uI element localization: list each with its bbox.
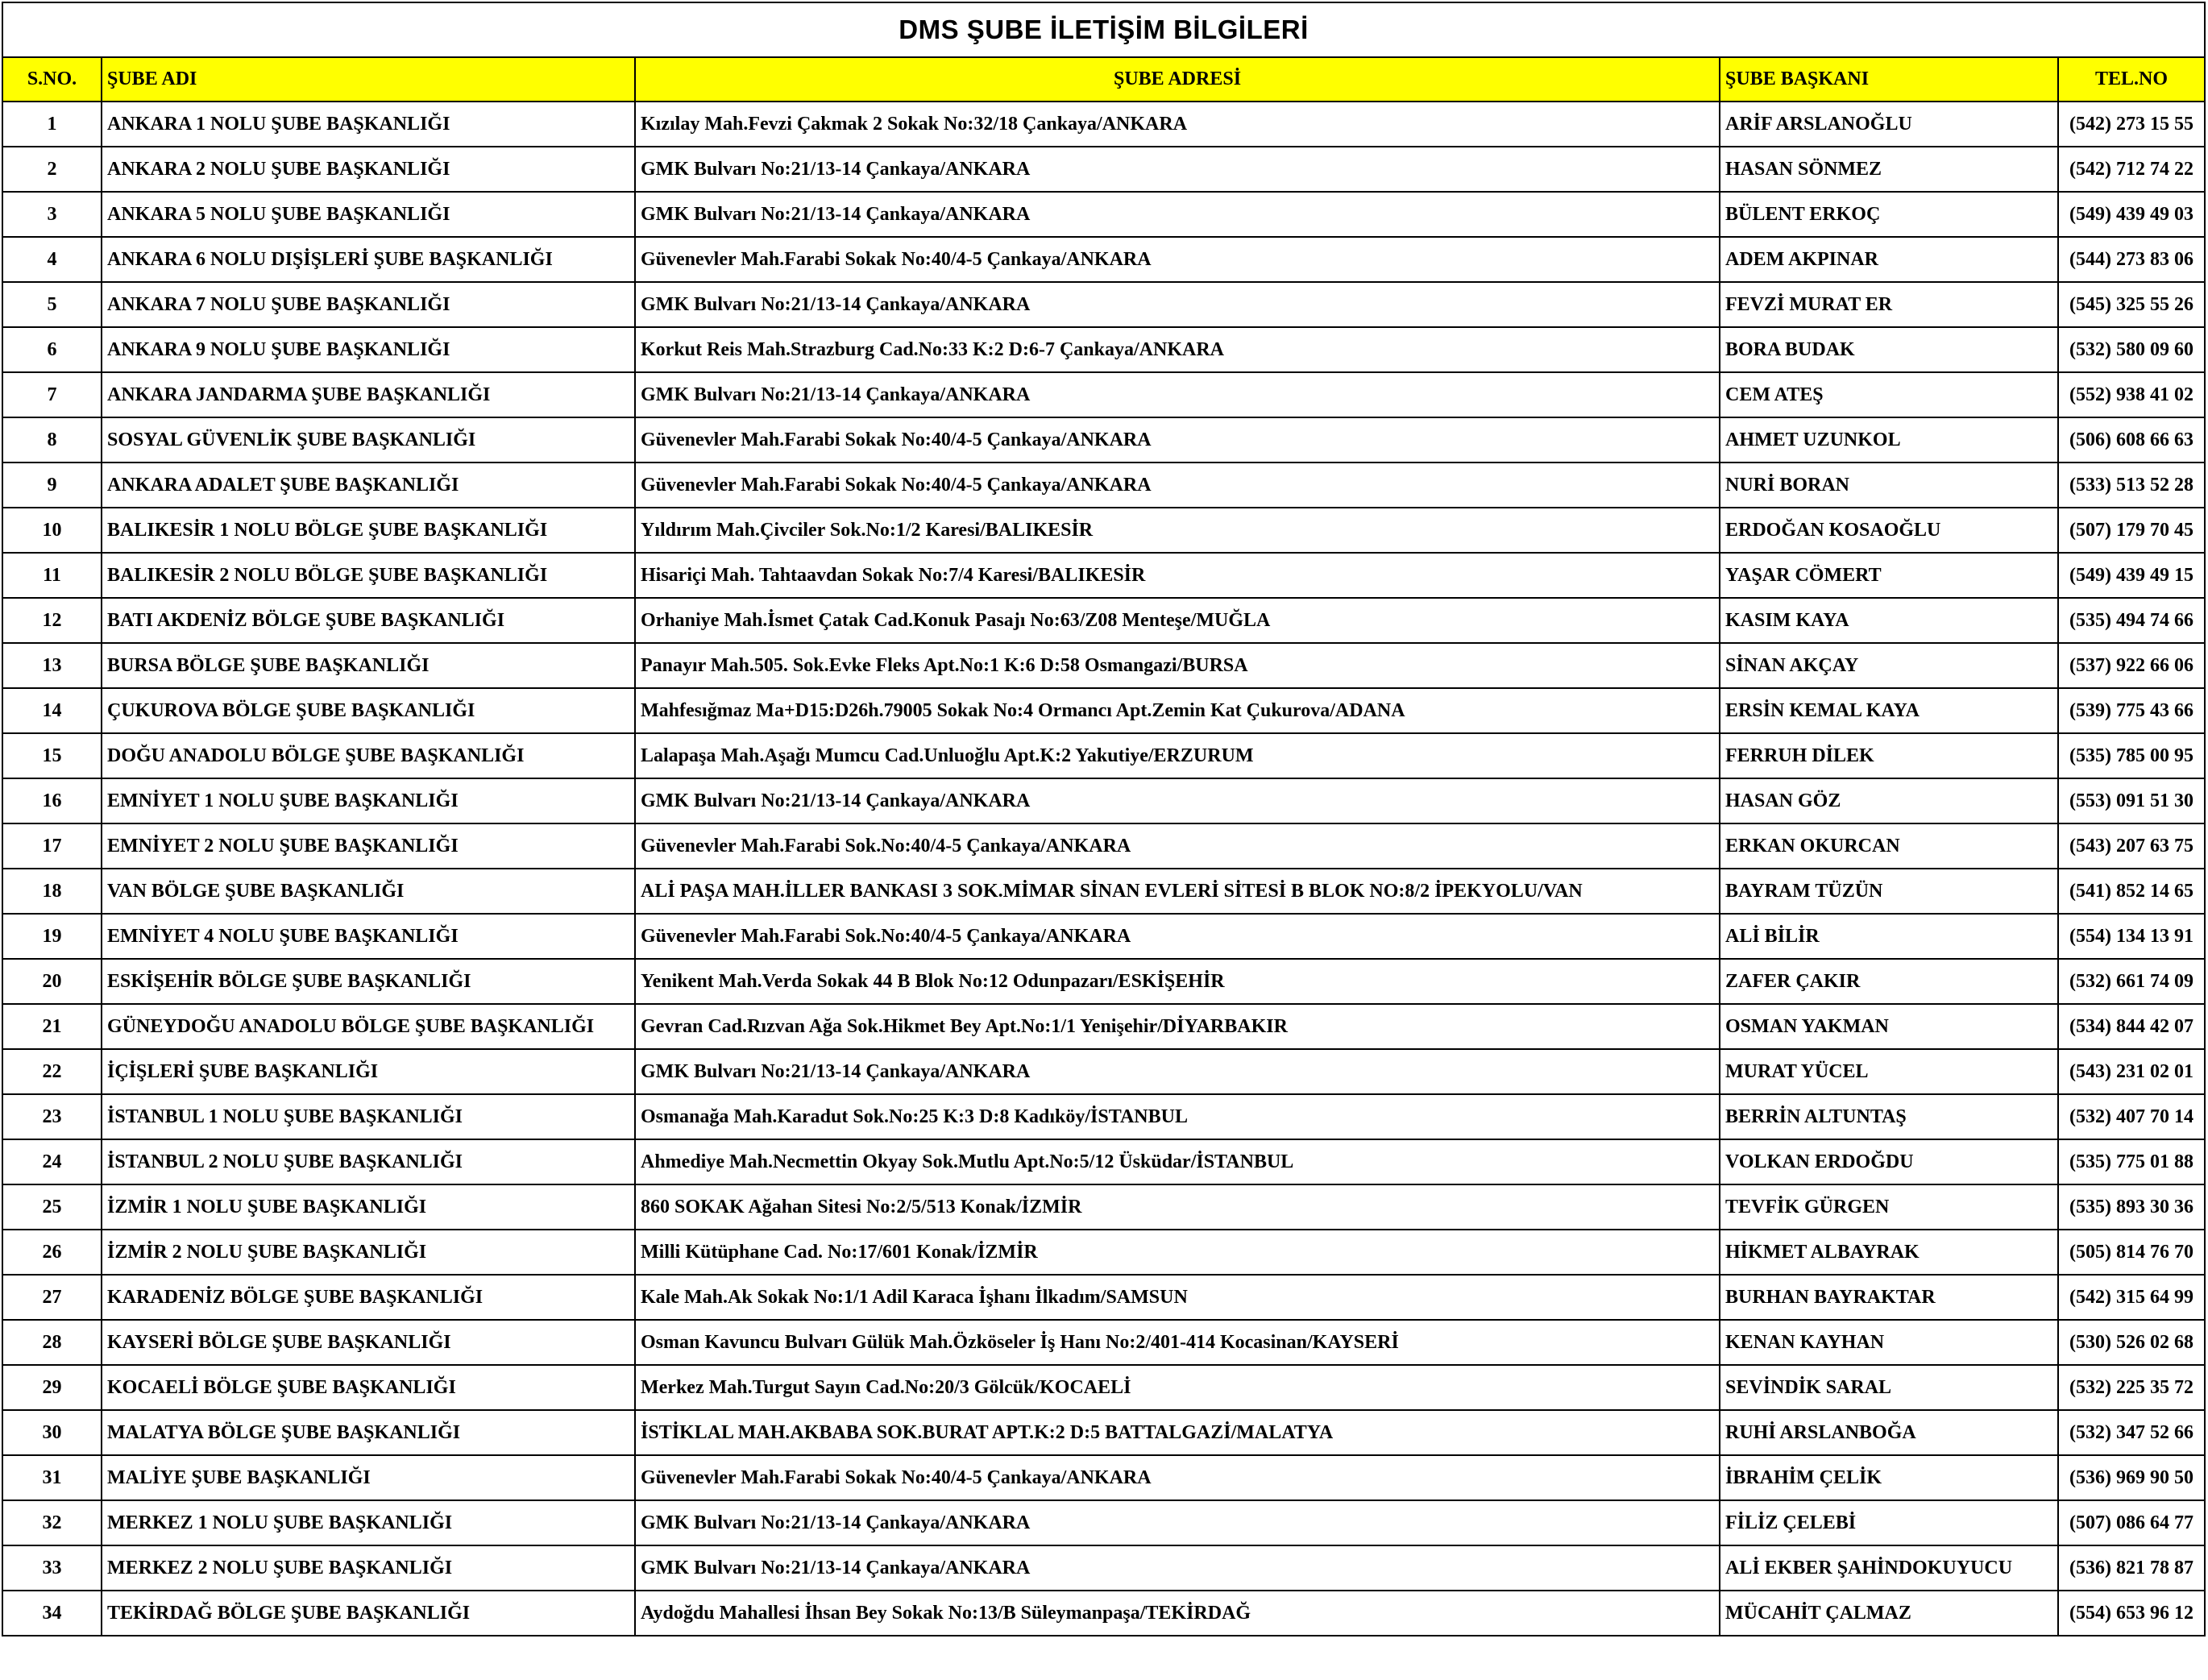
cell-phone: (532) 580 09 60 bbox=[2058, 327, 2205, 372]
cell-branch-address: ALİ PAŞA MAH.İLLER BANKASI 3 SOK.MİMAR SİNAN EVLERİ SİTESİ B BLOK NO:8/2 İPEKYOLU/VAN bbox=[635, 869, 1720, 914]
cell-branch-name: ANKARA 9 NOLU ŞUBE BAŞKANLIĞI bbox=[102, 327, 635, 372]
cell-sno: 28 bbox=[2, 1320, 102, 1365]
cell-branch-address: Lalapaşa Mah.Aşağı Mumcu Cad.Unluoğlu Apt.K:2 Yakutiye/ERZURUM bbox=[635, 733, 1720, 778]
cell-branch-address: Milli Kütüphane Cad. No:17/601 Konak/İZMİR bbox=[635, 1230, 1720, 1275]
table-row bbox=[2, 1545, 2205, 1591]
table-row bbox=[2, 508, 2205, 553]
cell-phone: (549) 439 49 03 bbox=[2058, 192, 2205, 237]
col-header-sno: S.NO. bbox=[2, 57, 102, 102]
cell-sno: 14 bbox=[2, 688, 102, 733]
header-row bbox=[2, 57, 2205, 102]
cell-branch-address: Aydoğdu Mahallesi İhsan Bey Sokak No:13/B Süleymanpaşa/TEKİRDAĞ bbox=[635, 1591, 1720, 1636]
table-row bbox=[2, 147, 2205, 192]
cell-branch-head: SİNAN AKÇAY bbox=[1720, 643, 2058, 688]
cell-sno: 24 bbox=[2, 1139, 102, 1184]
cell-branch-name: SOSYAL GÜVENLİK ŞUBE BAŞKANLIĞI bbox=[102, 417, 635, 463]
cell-branch-address: GMK Bulvarı No:21/13-14 Çankaya/ANKARA bbox=[635, 1500, 1720, 1545]
cell-branch-name: ANKARA 7 NOLU ŞUBE BAŞKANLIĞI bbox=[102, 282, 635, 327]
cell-branch-address: Kızılay Mah.Fevzi Çakmak 2 Sokak No:32/18 Çankaya/ANKARA bbox=[635, 102, 1720, 147]
table-row bbox=[2, 102, 2205, 147]
cell-branch-name: KARADENİZ BÖLGE ŞUBE BAŞKANLIĞI bbox=[102, 1275, 635, 1320]
table-row bbox=[2, 1139, 2205, 1184]
cell-sno: 15 bbox=[2, 733, 102, 778]
cell-phone: (506) 608 66 63 bbox=[2058, 417, 2205, 463]
cell-phone: (553) 091 51 30 bbox=[2058, 778, 2205, 823]
cell-branch-name: ÇUKUROVA BÖLGE ŞUBE BAŞKANLIĞI bbox=[102, 688, 635, 733]
cell-branch-name: İSTANBUL 1 NOLU ŞUBE BAŞKANLIĞI bbox=[102, 1094, 635, 1139]
cell-branch-head: FEVZİ MURAT ER bbox=[1720, 282, 2058, 327]
cell-branch-address: İSTİKLAL MAH.AKBABA SOK.BURAT APT.K:2 D:5 BATTALGAZİ/MALATYA bbox=[635, 1410, 1720, 1455]
cell-sno: 25 bbox=[2, 1184, 102, 1230]
cell-branch-name: MALATYA BÖLGE ŞUBE BAŞKANLIĞI bbox=[102, 1410, 635, 1455]
cell-phone: (543) 231 02 01 bbox=[2058, 1049, 2205, 1094]
cell-branch-address: Yıldırım Mah.Çivciler Sok.No:1/2 Karesi/BALIKESİR bbox=[635, 508, 1720, 553]
cell-branch-address: Güvenevler Mah.Farabi Sokak No:40/4-5 Çankaya/ANKARA bbox=[635, 417, 1720, 463]
cell-branch-name: ANKARA ADALET ŞUBE BAŞKANLIĞI bbox=[102, 463, 635, 508]
cell-sno: 10 bbox=[2, 508, 102, 553]
cell-branch-head: BÜLENT ERKOÇ bbox=[1720, 192, 2058, 237]
cell-phone: (545) 325 55 26 bbox=[2058, 282, 2205, 327]
cell-phone: (507) 086 64 77 bbox=[2058, 1500, 2205, 1545]
cell-phone: (539) 775 43 66 bbox=[2058, 688, 2205, 733]
cell-sno: 19 bbox=[2, 914, 102, 959]
cell-branch-name: İZMİR 2 NOLU ŞUBE BAŞKANLIĞI bbox=[102, 1230, 635, 1275]
cell-branch-head: ALİ BİLİR bbox=[1720, 914, 2058, 959]
cell-branch-name: BALIKESİR 1 NOLU BÖLGE ŞUBE BAŞKANLIĞI bbox=[102, 508, 635, 553]
cell-branch-address: Korkut Reis Mah.Strazburg Cad.No:33 K:2 D:6-7 Çankaya/ANKARA bbox=[635, 327, 1720, 372]
cell-phone: (554) 653 96 12 bbox=[2058, 1591, 2205, 1636]
cell-phone: (533) 513 52 28 bbox=[2058, 463, 2205, 508]
table-row bbox=[2, 1320, 2205, 1365]
table-row bbox=[2, 237, 2205, 282]
table-row bbox=[2, 823, 2205, 869]
table-row bbox=[2, 598, 2205, 643]
table-row bbox=[2, 553, 2205, 598]
col-header-address: ŞUBE ADRESİ bbox=[635, 57, 1720, 102]
cell-sno: 4 bbox=[2, 237, 102, 282]
cell-branch-address: GMK Bulvarı No:21/13-14 Çankaya/ANKARA bbox=[635, 372, 1720, 417]
cell-branch-name: EMNİYET 1 NOLU ŞUBE BAŞKANLIĞI bbox=[102, 778, 635, 823]
cell-sno: 33 bbox=[2, 1545, 102, 1591]
cell-branch-head: ADEM AKPINAR bbox=[1720, 237, 2058, 282]
cell-phone: (532) 225 35 72 bbox=[2058, 1365, 2205, 1410]
title-row bbox=[2, 2, 2205, 57]
cell-branch-address: Orhaniye Mah.İsmet Çatak Cad.Konuk Pasajı No:63/Z08 Menteşe/MUĞLA bbox=[635, 598, 1720, 643]
cell-branch-address: GMK Bulvarı No:21/13-14 Çankaya/ANKARA bbox=[635, 1545, 1720, 1591]
cell-sno: 6 bbox=[2, 327, 102, 372]
table-row bbox=[2, 372, 2205, 417]
cell-sno: 18 bbox=[2, 869, 102, 914]
cell-branch-head: BORA BUDAK bbox=[1720, 327, 2058, 372]
cell-branch-head: HASAN SÖNMEZ bbox=[1720, 147, 2058, 192]
cell-branch-name: BATI AKDENİZ BÖLGE ŞUBE BAŞKANLIĞI bbox=[102, 598, 635, 643]
cell-branch-address: Ahmediye Mah.Necmettin Okyay Sok.Mutlu Apt.No:5/12 Üsküdar/İSTANBUL bbox=[635, 1139, 1720, 1184]
cell-branch-address: Güvenevler Mah.Farabi Sok.No:40/4-5 Çankaya/ANKARA bbox=[635, 823, 1720, 869]
cell-phone: (541) 852 14 65 bbox=[2058, 869, 2205, 914]
cell-sno: 32 bbox=[2, 1500, 102, 1545]
table-row bbox=[2, 1275, 2205, 1320]
cell-branch-head: İBRAHİM ÇELİK bbox=[1720, 1455, 2058, 1500]
page-title: DMS ŞUBE İLETİŞİM BİLGİLERİ bbox=[2, 2, 2205, 57]
cell-branch-address: Güvenevler Mah.Farabi Sok.No:40/4-5 Çankaya/ANKARA bbox=[635, 914, 1720, 959]
table-row bbox=[2, 192, 2205, 237]
cell-phone: (535) 494 74 66 bbox=[2058, 598, 2205, 643]
cell-sno: 11 bbox=[2, 553, 102, 598]
table-row bbox=[2, 1004, 2205, 1049]
cell-phone: (532) 347 52 66 bbox=[2058, 1410, 2205, 1455]
cell-phone: (535) 785 00 95 bbox=[2058, 733, 2205, 778]
cell-branch-head: HİKMET ALBAYRAK bbox=[1720, 1230, 2058, 1275]
cell-sno: 26 bbox=[2, 1230, 102, 1275]
cell-sno: 29 bbox=[2, 1365, 102, 1410]
cell-phone: (544) 273 83 06 bbox=[2058, 237, 2205, 282]
cell-branch-name: VAN BÖLGE ŞUBE BAŞKANLIĞI bbox=[102, 869, 635, 914]
cell-sno: 2 bbox=[2, 147, 102, 192]
cell-branch-head: MÜCAHİT ÇALMAZ bbox=[1720, 1591, 2058, 1636]
cell-branch-name: TEKİRDAĞ BÖLGE ŞUBE BAŞKANLIĞI bbox=[102, 1591, 635, 1636]
cell-branch-head: CEM ATEŞ bbox=[1720, 372, 2058, 417]
cell-branch-head: TEVFİK GÜRGEN bbox=[1720, 1184, 2058, 1230]
cell-branch-address: GMK Bulvarı No:21/13-14 Çankaya/ANKARA bbox=[635, 778, 1720, 823]
table-row bbox=[2, 417, 2205, 463]
cell-branch-head: OSMAN YAKMAN bbox=[1720, 1004, 2058, 1049]
cell-sno: 17 bbox=[2, 823, 102, 869]
cell-sno: 22 bbox=[2, 1049, 102, 1094]
cell-branch-name: MERKEZ 1 NOLU ŞUBE BAŞKANLIĞI bbox=[102, 1500, 635, 1545]
cell-branch-head: NURİ BORAN bbox=[1720, 463, 2058, 508]
cell-branch-name: DOĞU ANADOLU BÖLGE ŞUBE BAŞKANLIĞI bbox=[102, 733, 635, 778]
cell-branch-head: FERRUH DİLEK bbox=[1720, 733, 2058, 778]
table-row bbox=[2, 282, 2205, 327]
cell-branch-head: YAŞAR CÖMERT bbox=[1720, 553, 2058, 598]
table-row bbox=[2, 1455, 2205, 1500]
cell-sno: 13 bbox=[2, 643, 102, 688]
table-row bbox=[2, 327, 2205, 372]
table-row bbox=[2, 1500, 2205, 1545]
cell-branch-address: Hisariçi Mah. Tahtaavdan Sokak No:7/4 Karesi/BALIKESİR bbox=[635, 553, 1720, 598]
cell-branch-address: GMK Bulvarı No:21/13-14 Çankaya/ANKARA bbox=[635, 1049, 1720, 1094]
cell-branch-address: Gevran Cad.Rızvan Ağa Sok.Hikmet Bey Apt.No:1/1 Yenişehir/DİYARBAKIR bbox=[635, 1004, 1720, 1049]
cell-phone: (532) 661 74 09 bbox=[2058, 959, 2205, 1004]
table-row bbox=[2, 1365, 2205, 1410]
cell-branch-address: Kale Mah.Ak Sokak No:1/1 Adil Karaca İşhanı İlkadım/SAMSUN bbox=[635, 1275, 1720, 1320]
cell-sno: 5 bbox=[2, 282, 102, 327]
cell-phone: (542) 273 15 55 bbox=[2058, 102, 2205, 147]
cell-branch-address: GMK Bulvarı No:21/13-14 Çankaya/ANKARA bbox=[635, 192, 1720, 237]
cell-branch-head: ZAFER ÇAKIR bbox=[1720, 959, 2058, 1004]
cell-branch-name: ANKARA 1 NOLU ŞUBE BAŞKANLIĞI bbox=[102, 102, 635, 147]
cell-branch-name: MERKEZ 2 NOLU ŞUBE BAŞKANLIĞI bbox=[102, 1545, 635, 1591]
cell-sno: 1 bbox=[2, 102, 102, 147]
cell-branch-name: MALİYE ŞUBE BAŞKANLIĞI bbox=[102, 1455, 635, 1500]
cell-branch-name: EMNİYET 4 NOLU ŞUBE BAŞKANLIĞI bbox=[102, 914, 635, 959]
cell-phone: (542) 315 64 99 bbox=[2058, 1275, 2205, 1320]
cell-phone: (507) 179 70 45 bbox=[2058, 508, 2205, 553]
cell-sno: 20 bbox=[2, 959, 102, 1004]
cell-branch-name: İSTANBUL 2 NOLU ŞUBE BAŞKANLIĞI bbox=[102, 1139, 635, 1184]
table-row bbox=[2, 1410, 2205, 1455]
table-row bbox=[2, 733, 2205, 778]
cell-branch-name: KOCAELİ BÖLGE ŞUBE BAŞKANLIĞI bbox=[102, 1365, 635, 1410]
cell-branch-head: RUHİ ARSLANBOĞA bbox=[1720, 1410, 2058, 1455]
cell-sno: 30 bbox=[2, 1410, 102, 1455]
cell-branch-name: ESKİŞEHİR BÖLGE ŞUBE BAŞKANLIĞI bbox=[102, 959, 635, 1004]
cell-phone: (534) 844 42 07 bbox=[2058, 1004, 2205, 1049]
cell-branch-head: SEVİNDİK SARAL bbox=[1720, 1365, 2058, 1410]
cell-branch-head: ARİF ARSLANOĞLU bbox=[1720, 102, 2058, 147]
table-row bbox=[2, 959, 2205, 1004]
table-row bbox=[2, 643, 2205, 688]
cell-branch-address: GMK Bulvarı No:21/13-14 Çankaya/ANKARA bbox=[635, 282, 1720, 327]
cell-phone: (542) 712 74 22 bbox=[2058, 147, 2205, 192]
table-row bbox=[2, 778, 2205, 823]
cell-branch-address: GMK Bulvarı No:21/13-14 Çankaya/ANKARA bbox=[635, 147, 1720, 192]
cell-branch-head: VOLKAN ERDOĞDU bbox=[1720, 1139, 2058, 1184]
cell-phone: (536) 969 90 50 bbox=[2058, 1455, 2205, 1500]
cell-sno: 9 bbox=[2, 463, 102, 508]
cell-branch-address: 860 SOKAK Ağahan Sitesi No:2/5/513 Konak/İZMİR bbox=[635, 1184, 1720, 1230]
cell-branch-name: ANKARA 5 NOLU ŞUBE BAŞKANLIĞI bbox=[102, 192, 635, 237]
cell-phone: (537) 922 66 06 bbox=[2058, 643, 2205, 688]
cell-sno: 12 bbox=[2, 598, 102, 643]
cell-branch-address: Osmanağa Mah.Karadut Sok.No:25 K:3 D:8 Kadıköy/İSTANBUL bbox=[635, 1094, 1720, 1139]
cell-branch-head: BERRİN ALTUNTAŞ bbox=[1720, 1094, 2058, 1139]
cell-branch-name: ANKARA 2 NOLU ŞUBE BAŞKANLIĞI bbox=[102, 147, 635, 192]
cell-branch-address: Mahfesığmaz Ma+D15:D26h.79005 Sokak No:4 Ormancı Apt.Zemin Kat Çukurova/ADANA bbox=[635, 688, 1720, 733]
cell-phone: (530) 526 02 68 bbox=[2058, 1320, 2205, 1365]
cell-phone: (532) 407 70 14 bbox=[2058, 1094, 2205, 1139]
cell-sno: 3 bbox=[2, 192, 102, 237]
cell-phone: (505) 814 76 70 bbox=[2058, 1230, 2205, 1275]
table-row bbox=[2, 688, 2205, 733]
table-row bbox=[2, 914, 2205, 959]
cell-branch-head: KASIM KAYA bbox=[1720, 598, 2058, 643]
cell-branch-address: Panayır Mah.505. Sok.Evke Fleks Apt.No:1 K:6 D:58 Osmangazi/BURSA bbox=[635, 643, 1720, 688]
cell-phone: (554) 134 13 91 bbox=[2058, 914, 2205, 959]
cell-branch-address: Güvenevler Mah.Farabi Sokak No:40/4-5 Çankaya/ANKARA bbox=[635, 1455, 1720, 1500]
cell-branch-address: Güvenevler Mah.Farabi Sokak No:40/4-5 Çankaya/ANKARA bbox=[635, 463, 1720, 508]
col-header-name: ŞUBE ADI bbox=[102, 57, 635, 102]
cell-branch-head: ALİ EKBER ŞAHİNDOKUYUCU bbox=[1720, 1545, 2058, 1591]
cell-phone: (552) 938 41 02 bbox=[2058, 372, 2205, 417]
table-row bbox=[2, 1049, 2205, 1094]
cell-branch-head: ERSİN KEMAL KAYA bbox=[1720, 688, 2058, 733]
cell-branch-name: İÇİŞLERİ ŞUBE BAŞKANLIĞI bbox=[102, 1049, 635, 1094]
col-header-tel: TEL.NO bbox=[2058, 57, 2205, 102]
cell-branch-head: KENAN KAYHAN bbox=[1720, 1320, 2058, 1365]
table-row bbox=[2, 1094, 2205, 1139]
cell-sno: 23 bbox=[2, 1094, 102, 1139]
cell-phone: (535) 893 30 36 bbox=[2058, 1184, 2205, 1230]
cell-branch-name: GÜNEYDOĞU ANADOLU BÖLGE ŞUBE BAŞKANLIĞI bbox=[102, 1004, 635, 1049]
col-header-head: ŞUBE BAŞKANI bbox=[1720, 57, 2058, 102]
cell-branch-name: KAYSERİ BÖLGE ŞUBE BAŞKANLIĞI bbox=[102, 1320, 635, 1365]
cell-branch-name: BURSA BÖLGE ŞUBE BAŞKANLIĞI bbox=[102, 643, 635, 688]
cell-branch-head: ERDOĞAN KOSAOĞLU bbox=[1720, 508, 2058, 553]
cell-branch-name: BALIKESİR 2 NOLU BÖLGE ŞUBE BAŞKANLIĞI bbox=[102, 553, 635, 598]
cell-branch-name: ANKARA JANDARMA ŞUBE BAŞKANLIĞI bbox=[102, 372, 635, 417]
cell-branch-head: ERKAN OKURCAN bbox=[1720, 823, 2058, 869]
branch-contact-table bbox=[2, 2, 2206, 1636]
table-row bbox=[2, 1591, 2205, 1636]
cell-sno: 34 bbox=[2, 1591, 102, 1636]
cell-phone: (536) 821 78 87 bbox=[2058, 1545, 2205, 1591]
cell-phone: (543) 207 63 75 bbox=[2058, 823, 2205, 869]
cell-branch-address: Yenikent Mah.Verda Sokak 44 B Blok No:12 Odunpazarı/ESKİŞEHİR bbox=[635, 959, 1720, 1004]
cell-branch-name: ANKARA 6 NOLU DIŞİŞLERİ ŞUBE BAŞKANLIĞI bbox=[102, 237, 635, 282]
table-row bbox=[2, 869, 2205, 914]
cell-sno: 8 bbox=[2, 417, 102, 463]
cell-branch-head: HASAN GÖZ bbox=[1720, 778, 2058, 823]
cell-branch-head: MURAT YÜCEL bbox=[1720, 1049, 2058, 1094]
cell-sno: 31 bbox=[2, 1455, 102, 1500]
cell-phone: (549) 439 49 15 bbox=[2058, 553, 2205, 598]
branch-contact-sheet bbox=[2, 2, 2204, 1636]
table-row bbox=[2, 1184, 2205, 1230]
cell-branch-head: FİLİZ ÇELEBİ bbox=[1720, 1500, 2058, 1545]
cell-branch-head: BAYRAM TÜZÜN bbox=[1720, 869, 2058, 914]
cell-branch-address: Merkez Mah.Turgut Sayın Cad.No:20/3 Gölcük/KOCAELİ bbox=[635, 1365, 1720, 1410]
cell-branch-address: Osman Kavuncu Bulvarı Gülük Mah.Özköseler İş Hanı No:2/401-414 Kocasinan/KAYSERİ bbox=[635, 1320, 1720, 1365]
cell-sno: 27 bbox=[2, 1275, 102, 1320]
cell-branch-head: AHMET UZUNKOL bbox=[1720, 417, 2058, 463]
table-row bbox=[2, 1230, 2205, 1275]
cell-sno: 16 bbox=[2, 778, 102, 823]
cell-phone: (535) 775 01 88 bbox=[2058, 1139, 2205, 1184]
cell-branch-address: Güvenevler Mah.Farabi Sokak No:40/4-5 Çankaya/ANKARA bbox=[635, 237, 1720, 282]
cell-sno: 21 bbox=[2, 1004, 102, 1049]
cell-branch-name: İZMİR 1 NOLU ŞUBE BAŞKANLIĞI bbox=[102, 1184, 635, 1230]
table-row bbox=[2, 463, 2205, 508]
cell-branch-name: EMNİYET 2 NOLU ŞUBE BAŞKANLIĞI bbox=[102, 823, 635, 869]
cell-branch-head: BURHAN BAYRAKTAR bbox=[1720, 1275, 2058, 1320]
cell-sno: 7 bbox=[2, 372, 102, 417]
